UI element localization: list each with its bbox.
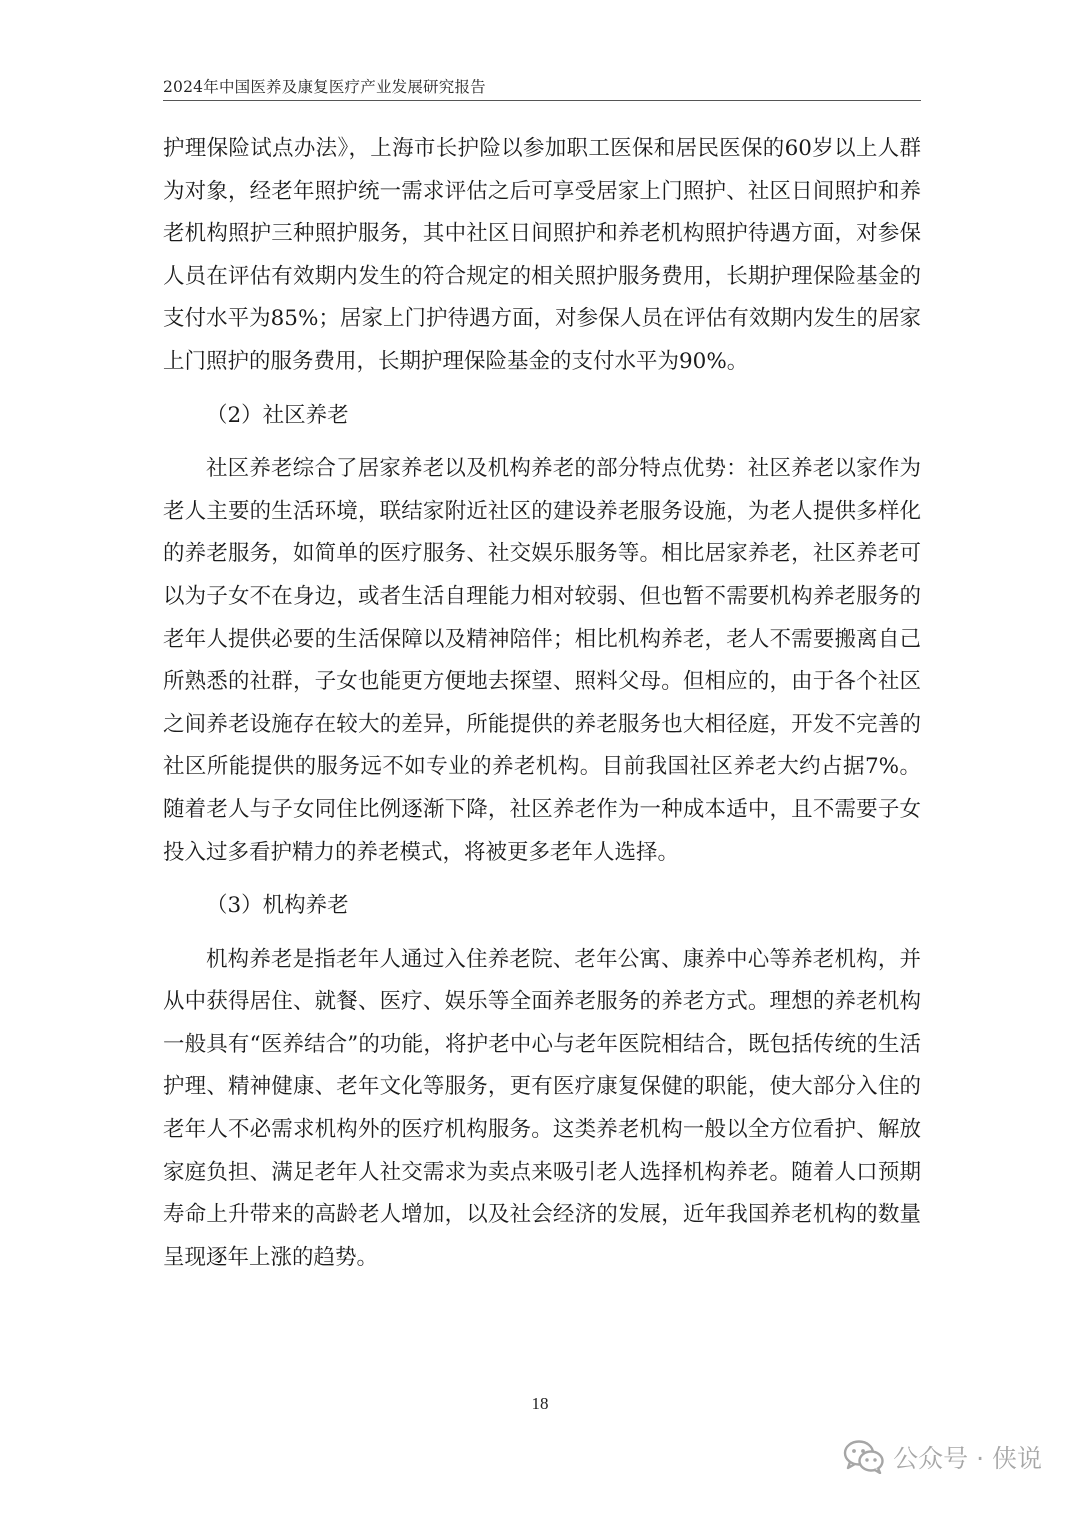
body-content xyxy=(163,128,921,1279)
page-number: 18 xyxy=(531,1394,549,1413)
watermark-text: 公众号 · 侠说 xyxy=(893,1444,1042,1473)
running-header: 2024年中国医养及康复医疗产业发展研究报告 xyxy=(163,78,486,96)
watermark xyxy=(843,1437,1042,1477)
section-heading-community-care: （2）社区养老 xyxy=(206,402,349,428)
wechat-icon xyxy=(843,1440,885,1474)
paragraph-ltc-insurance: 护理保险试点办法》，上海市长护险以参加职工医保和居民医保的60岁以上人群为对象，经老年照护统一需求评估之后可享受居家上门照护、社区日间照护和养老机构照护三种照护服务，其中社区日间照护和养老机构照护待遇方面，对参保人员在评估有效期内发生的符合规定的相关照护服务费用，长期护理保险基金的支付水平为85%；居家上门护待遇方面，对参保人员在评估有效期内发生的居家上门照护的服务费用，长期护理保险基金的支付水平为90%。 xyxy=(163,136,921,374)
paragraph-community-care: 社区养老综合了居家养老以及机构养老的部分特点优势：社区养老以家作为老人主要的生活环境，联结家附近社区的建设养老服务设施，为老人提供多样化的养老服务，如简单的医疗服务、社交娱乐服务等。相比居家养老，社区养老可以为子女不在身边，或者生活自理能力相对较弱、但也暂不需要机构养老服务的老年人提供必要的生活保障以及精神陪伴；相比机构养老，老人不需要搬离自己所熟悉的社群，子女也能更方便地去探望、照料父母。但相应的，由于各个社区之间养老设施存在较大的差异，所能提供的养老服务也大相径庭，开发不完善的社区所能提供的服务远不如专业的养老机构。目前我国社区养老大约占据7%。随着老人与子女同住比例逐渐下降，社区养老作为一种成本适中，且不需要子女投入过多看护精力的养老模式，将被更多老年人选择。 xyxy=(163,456,921,865)
paragraph-institutional-care: 机构养老是指老年人通过入住养老院、老年公寓、康养中心等养老机构，并从中获得居住、就餐、医疗、娱乐等全面养老服务的养老方式。理想的养老机构一般具有“医养结合”的功能，将护老中心与老年医院相结合，既包括传统的生活护理、精神健康、老年文化等服务，更有医疗康复保健的职能，使大部分入住的老年人不必需求机构外的医疗机构服务。这类养老机构一般以全方位看护、解放家庭负担、满足老年人社交需求为卖点来吸引老人选择机构养老。随着人口预期寿命上升带来的高龄老人增加，以及社会经济的发展，近年我国养老机构的数量呈现逐年上涨的趋势。 xyxy=(163,946,921,1270)
section-heading-institutional-care: （3）机构养老 xyxy=(206,893,349,919)
header-divider xyxy=(163,100,921,101)
